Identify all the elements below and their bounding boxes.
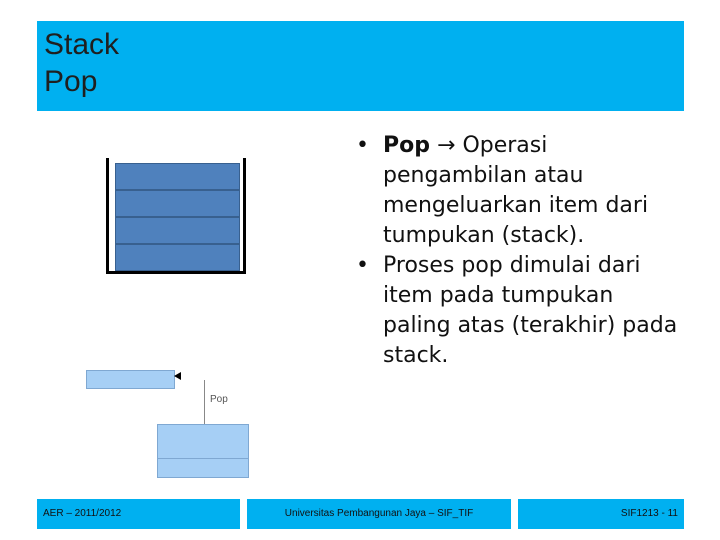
stack-wall-bottom [106, 271, 246, 274]
title-line-1: Stack [44, 28, 120, 61]
footer-left: AER – 2011/2012 [37, 499, 240, 529]
arrow-right-icon: → [437, 133, 456, 158]
title-line-2: Pop [44, 65, 98, 98]
remaining-stack [157, 424, 249, 478]
pop-label: Pop [210, 394, 228, 405]
title-bar [37, 21, 684, 111]
bullet-text: Proses pop dimulai dari item pada tumpukan paling atas (terakhir) pada stack. [383, 253, 678, 368]
footer-center: Universitas Pembangunan Jaya – SIF_TIF [247, 499, 511, 529]
bullet-list [356, 131, 686, 371]
stack-item [115, 244, 240, 271]
connector-line [204, 380, 205, 425]
footer-right: SIF1213 - 11 [518, 499, 684, 529]
stack-wall-left [106, 158, 109, 274]
stack-item [115, 190, 240, 217]
stack-divider [158, 458, 248, 459]
stack-wall-right [243, 158, 246, 274]
bullet-text: Operasi pengambilan atau mengeluarkan item dari tumpukan (stack). [383, 133, 649, 248]
slide-title [44, 26, 119, 100]
bullet-icon: • [356, 133, 369, 158]
arrow-left-icon [174, 372, 181, 380]
popped-item [86, 370, 175, 389]
stack-item [115, 217, 240, 244]
bullet-icon: • [356, 253, 369, 278]
bullet-term: Pop [383, 133, 430, 158]
bullet-item [356, 251, 686, 371]
stack-item [115, 163, 240, 190]
bullet-item [356, 131, 686, 251]
pop-diagram [80, 360, 260, 485]
stack-illustration [106, 158, 246, 274]
